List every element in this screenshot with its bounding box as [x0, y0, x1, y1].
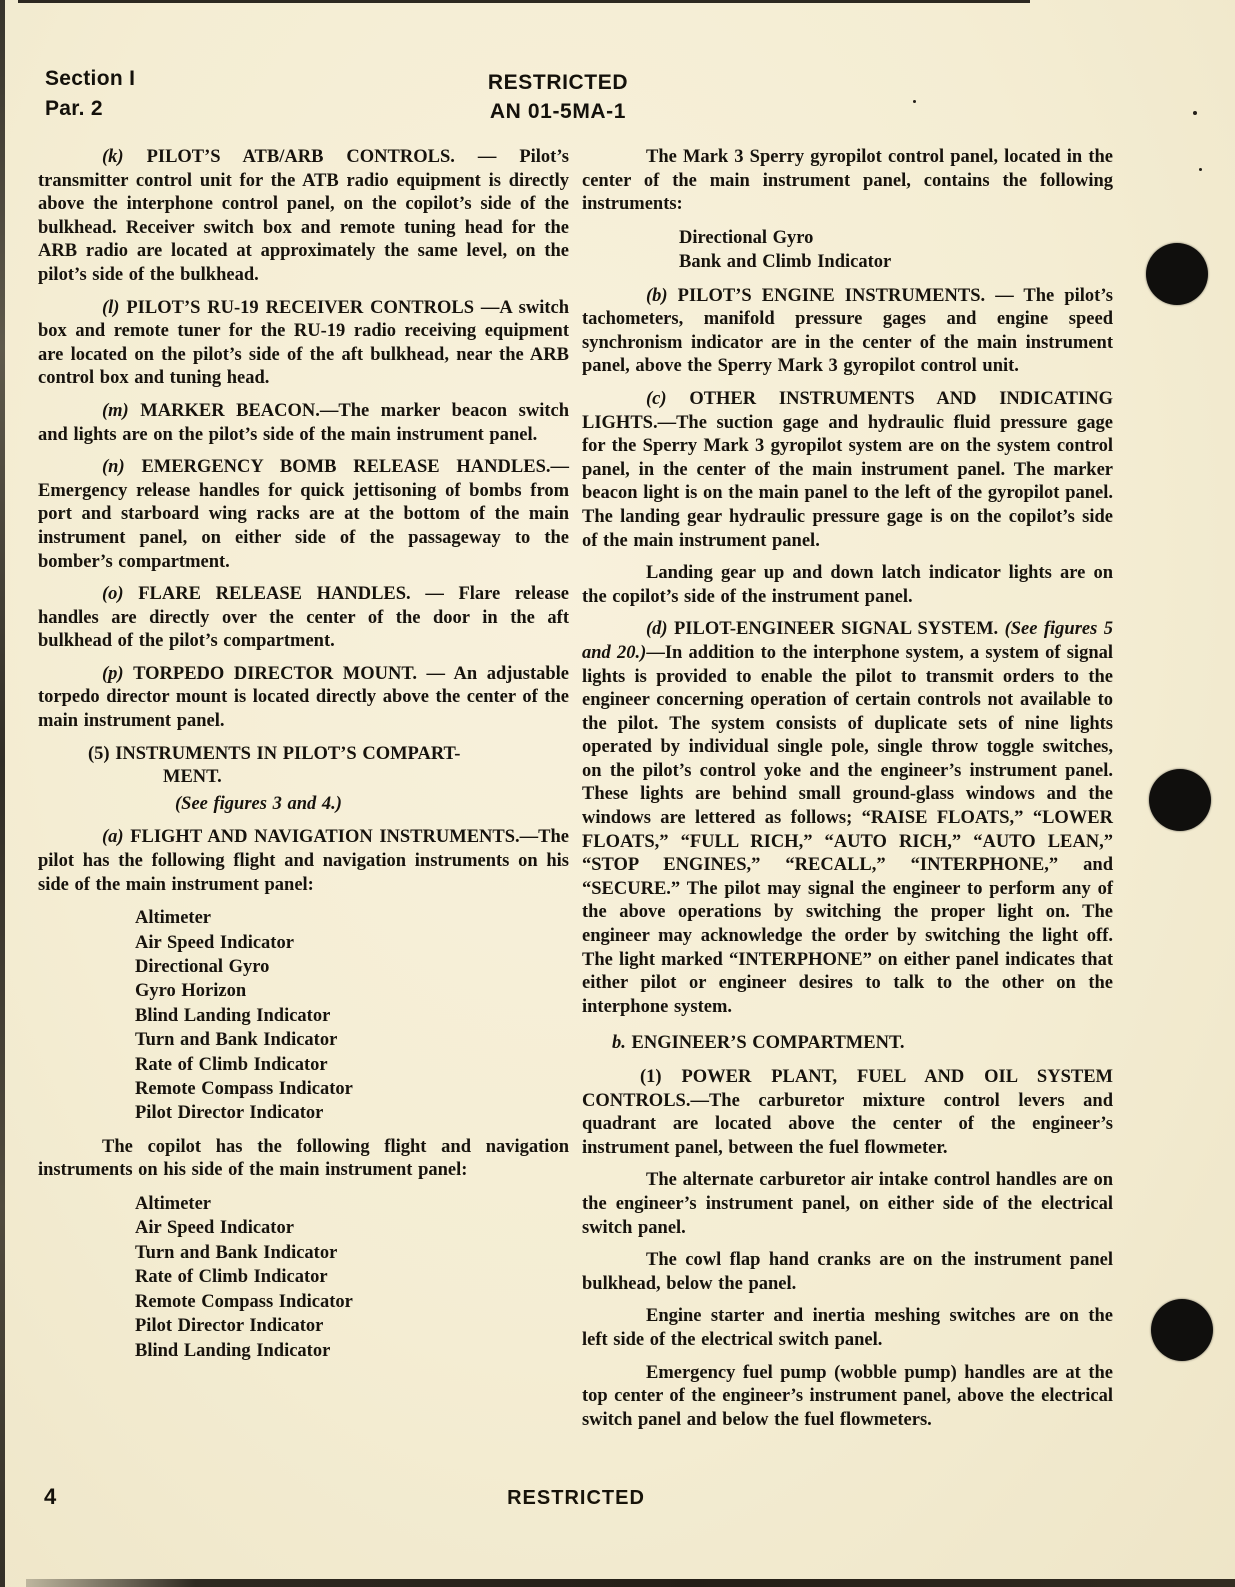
text-segment: (1) POWER PLANT, FUEL AND OIL SYSTEM CONTROLS.—The carburetor mixture control levers and quadrant are located above the center of the engineer’s instrument panel, between the fuel flowmeter. — [582, 1067, 1113, 1158]
header-doc-number: AN 01-5MA-1 — [489, 100, 627, 123]
text-segment: TORPEDO DIRECTOR MOUNT. — An adjustable torpedo director mount is located directly above the center of the main instrument panel. — [38, 663, 569, 732]
text-segment: The alternate carburetor air intake control handles are on the engineer’s instrument panel, on either side of the electrical switch panel. — [582, 1170, 1113, 1238]
text-segment: FLIGHT AND NAVIGATION INSTRUMENTS.—The pilot has the following flight and navigation instruments on his side of the main instrument panel: — [38, 827, 569, 895]
italic-text-segment: (d) — [646, 619, 674, 640]
paragraph — [582, 618, 1113, 1019]
italic-text-segment: (n) — [102, 457, 142, 478]
instrument-list — [135, 1192, 569, 1363]
paragraph — [582, 1249, 1113, 1296]
text-segment: MARKER BEACON.—The marker beacon switch and lights are on the pilot’s side of the main instrument panel. — [38, 400, 569, 445]
list-item: Air Speed Indicator — [135, 932, 294, 953]
list-item: Gyro Horizon — [135, 981, 247, 1002]
text-segment: PILOT-ENGINEER SIGNAL SYSTEM. — [674, 619, 1005, 640]
list-item: Blind Landing Indicator — [135, 1340, 331, 1361]
italic-text-segment: (k) — [102, 147, 147, 167]
subheading — [582, 1032, 1113, 1056]
italic-text-segment: (c) — [646, 388, 690, 409]
italic-text-segment: b. — [612, 1033, 632, 1054]
list-item: Rate of Climb Indicator — [135, 1054, 328, 1075]
heading-line: MENT. — [163, 767, 222, 788]
italic-text-segment: (l) — [102, 297, 127, 318]
footer-page-number: 4 — [44, 1484, 57, 1509]
text-segment: Emergency fuel pump (wobble pump) handles are at the top center of the engineer’s instrument panel, above the electrical switch panel and below the fuel flowmeters. — [582, 1362, 1113, 1430]
italic-text-segment: (b) — [646, 285, 678, 306]
list-item: Rate of Climb Indicator — [135, 1267, 328, 1288]
paragraph — [38, 583, 569, 654]
scan-edge-top — [18, 0, 1030, 3]
list-item: Pilot Director Indicator — [135, 1316, 324, 1337]
header-center-block — [488, 68, 628, 126]
paragraph — [38, 826, 569, 897]
italic-text-segment: (p) — [102, 663, 134, 684]
header-paragraph-line: Par. 2 — [45, 97, 103, 120]
binder-hole-dot — [1149, 769, 1211, 831]
paragraph — [38, 456, 569, 574]
header-classification: RESTRICTED — [487, 71, 629, 94]
paragraph — [38, 663, 569, 734]
footer-classification: RESTRICTED — [507, 1487, 645, 1509]
italic-text-segment: (a) — [102, 827, 131, 848]
list-item: Altimeter — [135, 908, 212, 929]
ink-speck — [1199, 168, 1202, 171]
text-segment: EMERGENCY BOMB RELEASE HANDLES.—Emergency release handles for quick jettisoning of bombs from port and starboard wing racks are at the bottom of the main instrument panel, on either side of the passageway to the bomber’s compartment. — [38, 457, 569, 572]
paragraph — [38, 297, 569, 391]
italic-text-segment: (o) — [102, 584, 139, 605]
list-item: Pilot Director Indicator — [135, 1103, 324, 1124]
instrument-list — [135, 906, 569, 1126]
scan-edge-left — [0, 0, 5, 1587]
paragraph — [582, 285, 1113, 379]
paragraph — [582, 388, 1113, 553]
text-segment: The copilot has the following flight and navigation instruments on his side of the main instrument panel: — [38, 1136, 569, 1181]
list-item: Directional Gyro — [135, 957, 270, 978]
left-column — [38, 146, 569, 1373]
list-item: Directional Gyro — [679, 227, 814, 248]
text-segment: PILOT’S ATB/ARB CONTROLS. — Pilot’s transmitter control unit for the ATB radio equipment is directly above the interphone control panel, on the copilot’s side of the bulkhead. Receiver switch box and remote tuning head for the ARB radio are located at approximately the same level, on the pilot’s side of the bulkhead. — [38, 147, 569, 285]
list-item: Turn and Bank Indicator — [135, 1030, 338, 1051]
text-segment: Landing gear up and down latch indicator lights are on the copilot’s side of the instrument panel. — [582, 563, 1113, 607]
list-item: Blind Landing Indicator — [135, 1005, 331, 1026]
text-segment: PILOT’S ENGINE INSTRUMENTS. — The pilot’s tachometers, manifold pressure gages and engine speed synchronism indicator are in the center of the main instrument panel, above the Sperry Mark 3 gyropilot control unit. — [582, 285, 1113, 377]
text-segment: The cowl flap hand cranks are on the instrument panel bulkhead, below the panel. — [582, 1250, 1113, 1294]
paragraph — [38, 1136, 569, 1183]
text-segment: ENGINEER’S COMPARTMENT. — [631, 1033, 905, 1054]
paragraph — [582, 1305, 1113, 1352]
see-figures-note: (See figures 3 and 4.) — [175, 793, 342, 814]
list-item: Remote Compass Indicator — [135, 1079, 353, 1100]
list-item: Altimeter — [135, 1194, 212, 1215]
binder-hole-dot — [1146, 243, 1208, 305]
right-column — [582, 146, 1113, 1441]
numbered-heading — [38, 743, 569, 817]
list-item: Bank and Climb Indicator — [679, 252, 892, 273]
italic-text-segment: (m) — [102, 400, 141, 421]
ink-speck — [1193, 111, 1197, 115]
instrument-list — [679, 226, 1113, 275]
header-section-line: Section I — [45, 67, 136, 90]
paragraph — [38, 146, 569, 288]
header-section-block — [45, 64, 135, 124]
text-segment: Engine starter and inertia meshing switches are on the left side of the electrical switch panel. — [582, 1306, 1113, 1350]
ink-speck — [913, 100, 916, 103]
heading-line: (5) INSTRUMENTS IN PILOT’S COMPART- — [88, 743, 461, 764]
list-item: Air Speed Indicator — [135, 1218, 294, 1239]
paragraph — [582, 1066, 1113, 1160]
scan-edge-bottom — [26, 1579, 1235, 1587]
paragraph — [582, 1169, 1113, 1240]
list-item: Remote Compass Indicator — [135, 1291, 353, 1312]
text-segment: PILOT’S RU-19 RECEIVER CONTROLS —A switch box and remote tuner for the RU-19 radio receiving equipment are located on the pilot’s side of the aft bulkhead, near the ARB control box and tuning head. — [38, 297, 569, 389]
list-item: Turn and Bank Indicator — [135, 1242, 338, 1263]
binder-hole-dot — [1151, 1299, 1213, 1361]
italic-text-segment: (See figures 5 and 20.) — [582, 619, 1113, 663]
text-segment: The Mark 3 Sperry gyropilot control panel, located in the center of the main instrument panel, contains the following instruments: — [582, 147, 1113, 215]
text-segment: FLARE RELEASE HANDLES. — Flare release handles are directly over the center of the door in the aft bulkhead of the pilot’s compartment. — [38, 584, 569, 652]
text-segment: OTHER INSTRUMENTS AND INDICATING LIGHTS.—The suction gage and hydraulic fluid pressure gage for the Sperry Mark 3 gyropilot system are on the system control panel, in the center of the main instrument panel. The marker beacon light is on the main panel to the left of the gyropilot panel. The landing gear hydraulic pressure gage is on the copilot’s side of the main instrument panel. — [582, 388, 1113, 551]
paragraph — [38, 400, 569, 447]
paragraph — [582, 1362, 1113, 1433]
paragraph — [582, 146, 1113, 217]
paragraph — [582, 562, 1113, 609]
text-segment: —In addition to the interphone system, a system of signal lights is provided to enable the pilot to transmit orders to the engineer concerning operation of certain controls not available to the pilot. The system consists of duplicate sets of nine lights operated by individual single pole, single throw toggle switches, on the pilot’s control yoke and the engineer’s instrument panel. These lights are behind small ground-glass windows and the windows are lettered as follows; “RAISE FLOATS,” “LOWER FLOATS,” “FULL RICH,” “AUTO RICH,” “AUTO LEAN,” “STOP ENGINES,” “RECALL,” “INTERPHONE,” and “SECURE.” The pilot may signal the engineer to perform any of the above operations by switching the proper light on. The engineer may acknowledge the order by switching the light off. The light marked “INTERPHONE” on either panel indicates that either pilot or engineer desires to talk to the other on the interphone system. — [582, 642, 1114, 1017]
